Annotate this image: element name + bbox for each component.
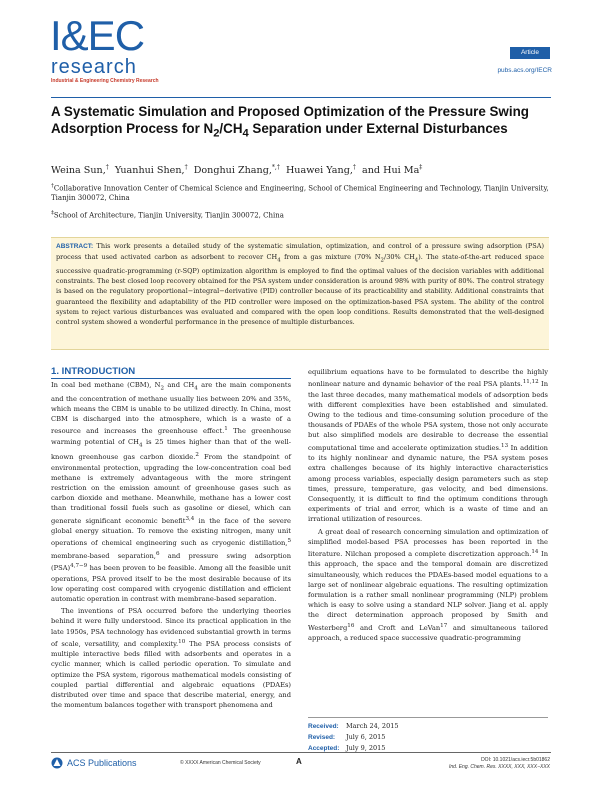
footer-divider [51, 752, 551, 753]
author-name[interactable]: Donghui Zhang, [193, 165, 272, 177]
citation-ref[interactable]: 5 [287, 538, 291, 545]
publisher-name: ACS Publications [67, 758, 137, 768]
paragraph: The inventions of PSA occurred before the underlying theories behind it were fully understood. Since its practical application in the late 1950s, PSA technology has evidenced substantial growth in terms of scale, versatility, and complexity.$^{10}$ The PSA process consists of multiple interactive beds filled with adsorbents and operates in a cyclic manner, which is called periodic operation. To simulate and optimize the PSA system, rigorous mathematical models consisting of coupled partial differential and algebraic equations (PDAEs) distributed over time and space that describe material, energy, and the momentum balances together with transport phenomena and [51, 607, 291, 710]
affiliation-mark: † [352, 164, 356, 171]
date-value: March 24, 2015 [346, 722, 399, 730]
citation-ref[interactable]: 11,12 [522, 379, 539, 386]
date-value: July 6, 2015 [346, 733, 386, 741]
section-divider [51, 378, 291, 379]
citation-ref[interactable]: 2 [195, 452, 199, 459]
date-label: Received: [308, 723, 339, 730]
paragraph: In coal bed methane (CBM), $N_2$ and $CH_4$ are the main components and the concentration of methane usually lies between 20% and 35%, which means the CBM is unable to be utilized directly. In China, most CBM is discharged into the atmosphere, which is a waste of a resource and increases the greenhouse effect.$^1$ The greenhouse warming potential of $CH_4$ is 25 times higher than that of the well-known greenhouse gas carbon dioxide.$^2$ From the standpoint of environmental protection, upgrading the low-concentration coal bed methane is extremely advantageous with the more stringent restriction on the emission amount of greenhouse gases such as carbon dioxide and methane. Meanwhile, methane has a lower cost than traditional fossil fuels such as gasoline or diesel, which can generate significant economic benefit$^{3,4}$ in the face of the severe global energy situation. To remove the existing nitrogen, many unit operations of chemical engineering such as cryogenic distillation,$^5$ membrane-based separation,$^6$ and pressure swing adsorption (PSA)$^{4,7-9}$ has been proven to be feasible. Among all the feasible unit operations, PSA proved itself to be the most desirable because of its low operating cost compared with cryogenic distillation and efficient automatic operation in contrast with membrane-based separation. [51, 381, 292, 603]
section-heading: 1. INTRODUCTION [51, 366, 136, 377]
citation-ref[interactable]: 3,4 [185, 515, 195, 522]
paragraph: A great deal of research concerning simulation and optimization of simplified model-based PSA processes has been reported in the literature. Nilchan proposed a complete discretization approach.$^{14}$ In this approach, the space and the temporal domain are discretized simultaneously, which reduces the PDAEs-based model equations to a large set of nonlinear algebraic equations. The resulting optimization formulation is a rather small nonlinear programming (NLP) problem which is easy to solve using a standard NLP solver. Jiang et al. apply the direct determination approach proposed by Smith and Westerberg$^{16}$ and Croft and LeVan$^{17}$ and simultaneous tailored approach, a reduced space successive quadratic-programming [308, 527, 548, 643]
affiliation: †Collaborative Innovation Center of Chemical Science and Engineering, School of Chemical Engineering and Technology, Tianjin University, Tianjin 300072, China [51, 183, 549, 202]
date-row [308, 721, 548, 732]
citation-ref[interactable]: 1 [224, 426, 228, 433]
acs-logo-icon [51, 757, 63, 769]
citation-ref[interactable]: 14 [531, 548, 539, 555]
journal-url-link[interactable]: pubs.acs.org/IECR [497, 67, 552, 74]
paper-title: A Systematic Simulation and Proposed Optimization of the Pressure Swing Adsorption Process for $N_2/CH_4$ Separation under External Disturbances [51, 104, 529, 140]
affiliation-mark: *,† [271, 164, 280, 171]
journal-citation: Ind. Eng. Chem. Res. XXXX, XXX, XXX−XXX [448, 764, 550, 770]
journal-logo-subtitle: research [51, 56, 137, 78]
affiliation-mark: ‡ [419, 164, 423, 171]
author-name[interactable]: Yuanhui Shen, [114, 165, 185, 177]
publication-dates [308, 721, 548, 754]
author-name[interactable]: and Hui Ma [362, 165, 420, 177]
author-name[interactable]: Huawei Yang, [285, 165, 353, 177]
dates-divider [308, 717, 548, 718]
doi-citation [420, 757, 550, 771]
citation-ref[interactable]: 6 [155, 550, 160, 557]
affiliation-mark: † [105, 164, 109, 171]
author-name[interactable]: Weina Sun, [51, 165, 106, 177]
body-column-right [308, 367, 548, 643]
citation-ref[interactable]: 16 [347, 622, 355, 629]
page-number: A [296, 757, 302, 766]
affiliation: ‡School of Architecture, Tianjin University, Tianjin 300072, China [51, 210, 284, 220]
date-label: Revised: [308, 734, 336, 741]
journal-logo: I&EC [50, 12, 145, 59]
citation-ref[interactable]: 4,7−9 [70, 563, 88, 570]
citation-ref[interactable]: 10 [178, 638, 186, 645]
affiliation-mark: † [184, 164, 188, 171]
header-divider [51, 97, 551, 98]
date-row [308, 732, 548, 743]
paragraph: equilibrium equations have to be formulated to describe the highly nonlinear nature and dynamic behavior of the real PSA plants.$^{11,12}$ In the last three decades, many mathematical models of adsorption beds with different complexities have been established and simulated. Owing to the tedious and time-consuming solution procedure of the thousands of PDAEs of the whole PSA system, those not only accurate but also simplified models are desirable to decrease the essential computational time and accelerate optimization studies.$^{13}$ In addition to its highly nonlinear and dynamic nature, the PSA system poses extra challenges because of its highly interactive characteristics among process variables, especially design parameters such as step times, pressure, temperature, gas velocity, and bed dimensions. Consequently, it is difficult to find the optimum conditions through experiments of trial and error, which is a waste of time and an irrational utilization of resources. [308, 368, 549, 524]
date-value: July 9, 2015 [346, 744, 386, 752]
journal-logo-tagline: Industrial & Engineering Chemistry Research [51, 78, 159, 84]
citation-ref[interactable]: 13 [501, 442, 509, 449]
author-list [51, 164, 551, 176]
doi-link[interactable]: DOI: 10.1021/acs.iecr.5b01862 [481, 757, 550, 763]
date-label: Accepted: [308, 745, 340, 752]
copyright-notice: © XXXX American Chemical Society [180, 760, 261, 766]
abstract-text: ABSTRACT: This work presents a detailed study of the systematic simulation, optimization, and control of a pressure swing adsorption (PSA) process that used activated carbon as adsorbent to recover $CH_4$ from a gas mixture (70% $N_2/30\%$ $CH_4$). The state-of-the-art reduced space successive quadratic-programming (r-SQP) optimization algorithm is employed to find the optimal values of the decision variables with additional constraints. The best closed loop recovery obtained for the PSA system under consideration is around 98% with purity of 80%. The control strategy is based on the regulatory proportional−integral−derivative (PID) controller because of its practicability and stability. Additional constraints that guaranteed the flexibility and adaptability of the PID controller were imposed on the optimization-based PSA system. The ability of the control system to reject various disturbances was evaluated and compared with the open loop conditions. Results demonstrated that the well-designed control system showed a wonderful performance in the presence of multiple disturbances. [56, 242, 544, 327]
citation-ref[interactable]: 17 [440, 622, 448, 629]
body-column-left [51, 380, 291, 710]
article-type-badge: Article [510, 47, 550, 59]
abstract-label: ABSTRACT: [56, 243, 94, 250]
